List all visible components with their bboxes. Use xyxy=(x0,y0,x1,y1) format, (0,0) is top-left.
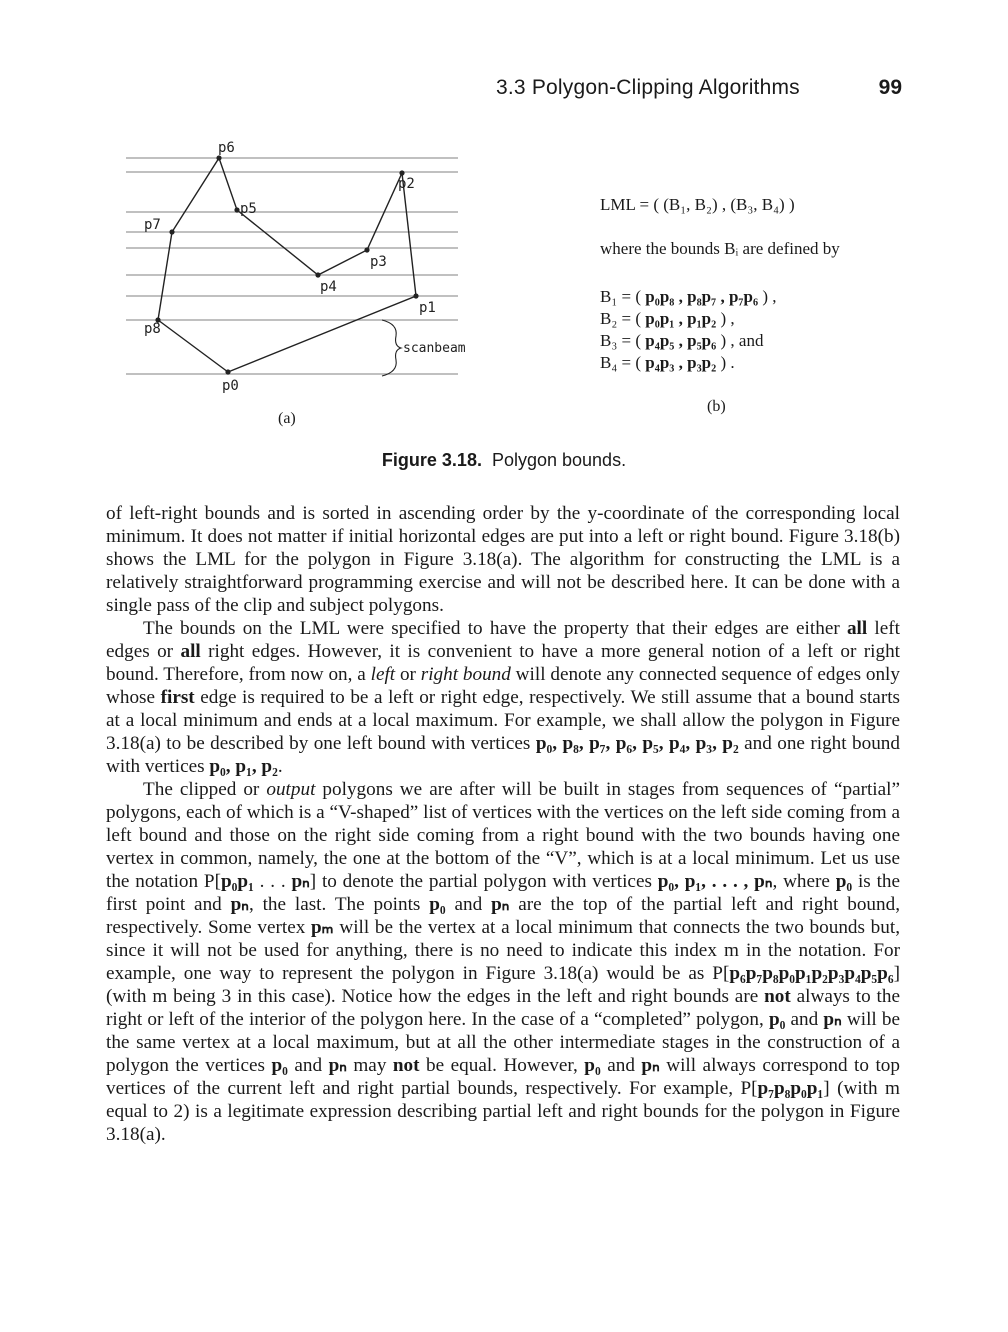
vertex-p0 xyxy=(225,369,230,374)
label-p7: p7 xyxy=(144,217,161,233)
label-p5: p5 xyxy=(240,201,257,217)
vertex-p2 xyxy=(399,170,404,175)
figure-label-b: (b) xyxy=(707,398,726,415)
caption-label: Figure 3.18. xyxy=(381,450,482,470)
vertex-p6 xyxy=(216,155,221,160)
bound-suffix: ) , xyxy=(716,309,735,328)
bound-name: B₃ = ( xyxy=(600,331,646,350)
lml-definition: LML = ( (B₁, B₂) , (B₃, B₄) ) xyxy=(600,195,795,214)
vertex-p3 xyxy=(364,247,369,252)
figure-caption xyxy=(0,450,1008,471)
paragraph: The clipped or output polygons we are after will be built in stages from sequences of “partial” polygons, each of which is a “V-shaped” list of vertices with the vertices on the left side coming from a left bound and those on the right side coming from a right bound with the two bounds having one vertex in common, namely, the one at the bottom of the “V”, which is at a local minimum. Let us use the notation P[p₀p₁ . . . pₙ] to denote the partial polygon with vertices p₀, p₁, . . . , pₙ, where p₀ is the first point and pₙ, the last. The points p₀ and pₙ are the top of the partial left and right bound, respectively. Some vertex pₘ will be the vertex at a local minimum that connects the two bounds but, since it will not be used for anything, there is no need to indicate this index m in the notation. For example, one way to represent the polygon in Figure 3.18(a) would be as P[p₆p₇p₈p₀p₁p₂p₃p₄p₅p₆] (with m being 3 in this case). Notice how the edges in the left and right bounds are not always to the right or left of the interior of the polygon here. In the case of a “completed” polygon, p₀ and pₙ will be the same vertex at a local maximum, but at all the other intermediate stages in the construction of a polygon the vertices p₀ and pₙ may not be equal. However, p₀ and pₙ will always correspond to top vertices of the current left and right partial bounds, respectively. For example, P[p₇p₈p₀p₁] (with m equal to 2) is a legitimate expression describing partial left and right bounds for the polygon in Figure 3.18(a). xyxy=(106,779,901,1145)
bounds-intro: where the bounds Bᵢ are defined by xyxy=(600,239,840,258)
caption-text: Polygon bounds. xyxy=(491,450,627,470)
vertex-p5 xyxy=(234,207,239,212)
figure-label-a: (a) xyxy=(278,410,296,427)
bound-edges: p₄p₃ , p₃p₂ xyxy=(645,353,717,372)
bound-edges: p₀p₈ , p₈p₇ , p₇p₆ xyxy=(645,287,759,306)
bound-name: B₂ = ( xyxy=(600,309,646,328)
vertex-p1 xyxy=(413,293,418,298)
bound-suffix: ) . xyxy=(716,353,735,372)
vertex-p4 xyxy=(315,272,320,277)
page-number: 99 xyxy=(878,76,902,99)
paragraph: The bounds on the LML were specified to have the property that their edges are either all left edges or all right edges. However, it is convenient to have a more general notion of a left or right bound. Therefore, from now on, a left or right bound will denote any connected sequence of edges only whose first edge is required to be a left or right edge, respectively. We still assume that a bound starts at a local minimum and ends at a local maximum. For example, we shall allow the polygon in Figure 3.18(a) to be described by one left bound with vertices p₀, p₈, p₇, p₆, p₅, p₄, p₃, p₂ and one right bound with vertices p₀, p₁, p₂. xyxy=(106,618,901,777)
label-p4: p4 xyxy=(320,279,337,295)
polygon-bounds-figure xyxy=(0,0,1008,440)
scanbeam-brace xyxy=(382,320,401,376)
body-text xyxy=(106,502,900,1146)
running-header-title: 3.3 Polygon-Clipping Algorithms xyxy=(496,76,800,99)
label-p6: p6 xyxy=(218,140,235,156)
bound-edges: p₄p₅ , p₅p₆ xyxy=(645,331,717,350)
bound-name: B₄ = ( xyxy=(600,353,646,372)
bound-definition xyxy=(600,308,735,330)
paragraph: of left-right bounds and is sorted in ascending order by the y-coordinate of the corresponding local minimum. It does not matter if initial horizontal edges are put into a left or right bound. Figure 3.18(b) shows the LML for the polygon in Figure 3.18(a). The algorithm for constructing the LML is a relatively straightforward programming exercise and will not be described here. It can be done with a single pass of the clip and subject polygons. xyxy=(106,503,900,616)
label-p8: p8 xyxy=(144,321,161,337)
bound-suffix: ) , xyxy=(758,287,777,306)
label-p2: p2 xyxy=(398,176,415,192)
vertex-p7 xyxy=(169,229,174,234)
bound-suffix: ) , and xyxy=(716,331,764,350)
label-p1: p1 xyxy=(419,300,436,316)
label-p3: p3 xyxy=(370,254,387,270)
bound-definition xyxy=(600,330,763,352)
label-p0: p0 xyxy=(222,378,239,394)
bound-definition xyxy=(600,286,777,308)
bound-name: B₁ = ( xyxy=(600,287,646,306)
label-scanbeam: scanbeam xyxy=(403,341,466,356)
vertex-labels xyxy=(144,140,466,394)
bound-definition xyxy=(600,352,735,374)
bound-edges: p₀p₁ , p₁p₂ xyxy=(645,309,717,328)
